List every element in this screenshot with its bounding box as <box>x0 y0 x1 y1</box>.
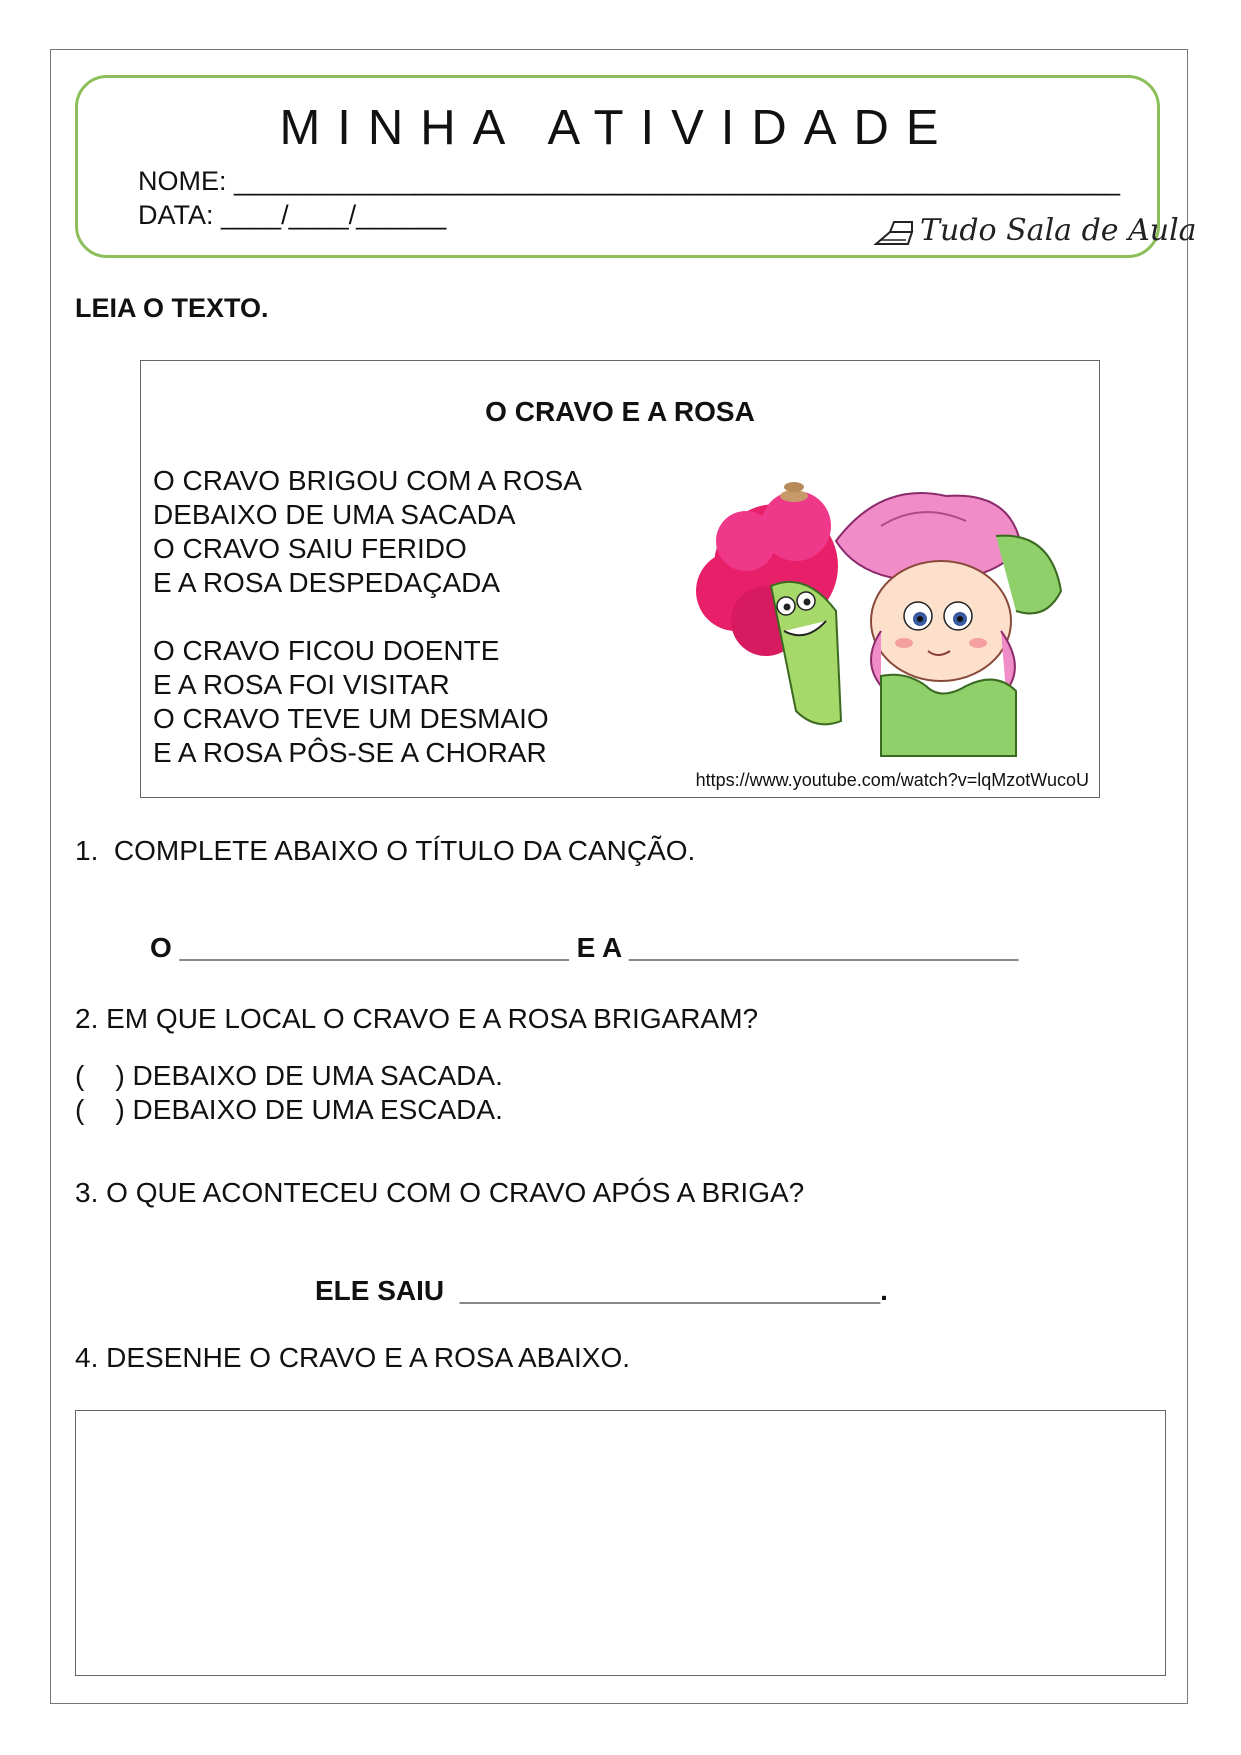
poem-verse: DEBAIXO DE UMA SACADA <box>153 499 516 530</box>
poem-verse: E A ROSA DESPEDAÇADA <box>153 567 501 598</box>
page-title: MINHA ATIVIDADE <box>279 101 956 155</box>
tudo-sala-de-aula-logo <box>872 208 1197 248</box>
poem-verse: E A ROSA FOI VISITAR <box>153 669 450 700</box>
carnation-character <box>696 482 841 724</box>
read-instruction: LEIA O TEXTO. <box>75 293 269 323</box>
poem-stanza-1 <box>153 464 582 600</box>
question-2-option-sacada: ( ) DEBAIXO DE UMA SACADA. <box>75 1060 503 1091</box>
poem-stanza-2 <box>153 634 549 770</box>
source-url: https://www.youtube.com/watch?v=lqMzotWucoU <box>695 770 1089 790</box>
question-3-answer-line: ELE SAIU ___________________________. <box>315 1275 888 1306</box>
logo-text: Tudo Sala de Aula <box>920 213 1197 248</box>
question-2-option-escada: ( ) DEBAIXO DE UMA ESCADA. <box>75 1094 503 1125</box>
question-4: 4. DESENHE O CRAVO E A ROSA ABAIXO. <box>75 1342 631 1373</box>
poem-box <box>140 360 1100 798</box>
poem-verse: O CRAVO SAIU FERIDO <box>153 533 467 564</box>
date-field-line: DATA: ____/____/______ <box>138 200 447 230</box>
poem-verse: E A ROSA PÔS-SE A CHORAR <box>153 737 547 768</box>
name-field-line: NOME: ___________________________________________________________ <box>138 166 1120 196</box>
poem-verse: O CRAVO BRIGOU COM A ROSA <box>153 465 582 496</box>
rose-character <box>836 493 1061 756</box>
carnation-and-rose-illustration <box>666 471 1076 756</box>
poem-title: O CRAVO E A ROSA <box>485 396 755 427</box>
question-1-answer-line: O _________________________ E A _________________________ <box>150 932 1019 963</box>
header-box <box>75 75 1197 258</box>
question-2: 2. EM QUE LOCAL O CRAVO E A ROSA BRIGARAM? <box>75 1003 759 1034</box>
poem-verse: O CRAVO TEVE UM DESMAIO <box>153 703 549 734</box>
book-icon <box>876 222 912 244</box>
poem-verse: O CRAVO FICOU DOENTE <box>153 635 500 666</box>
drawing-area <box>75 1410 1166 1676</box>
question-1: 1. COMPLETE ABAIXO O TÍTULO DA CANÇÃO. <box>75 835 696 866</box>
question-3: 3. O QUE ACONTECEU COM O CRAVO APÓS A BRIGA? <box>75 1177 805 1208</box>
